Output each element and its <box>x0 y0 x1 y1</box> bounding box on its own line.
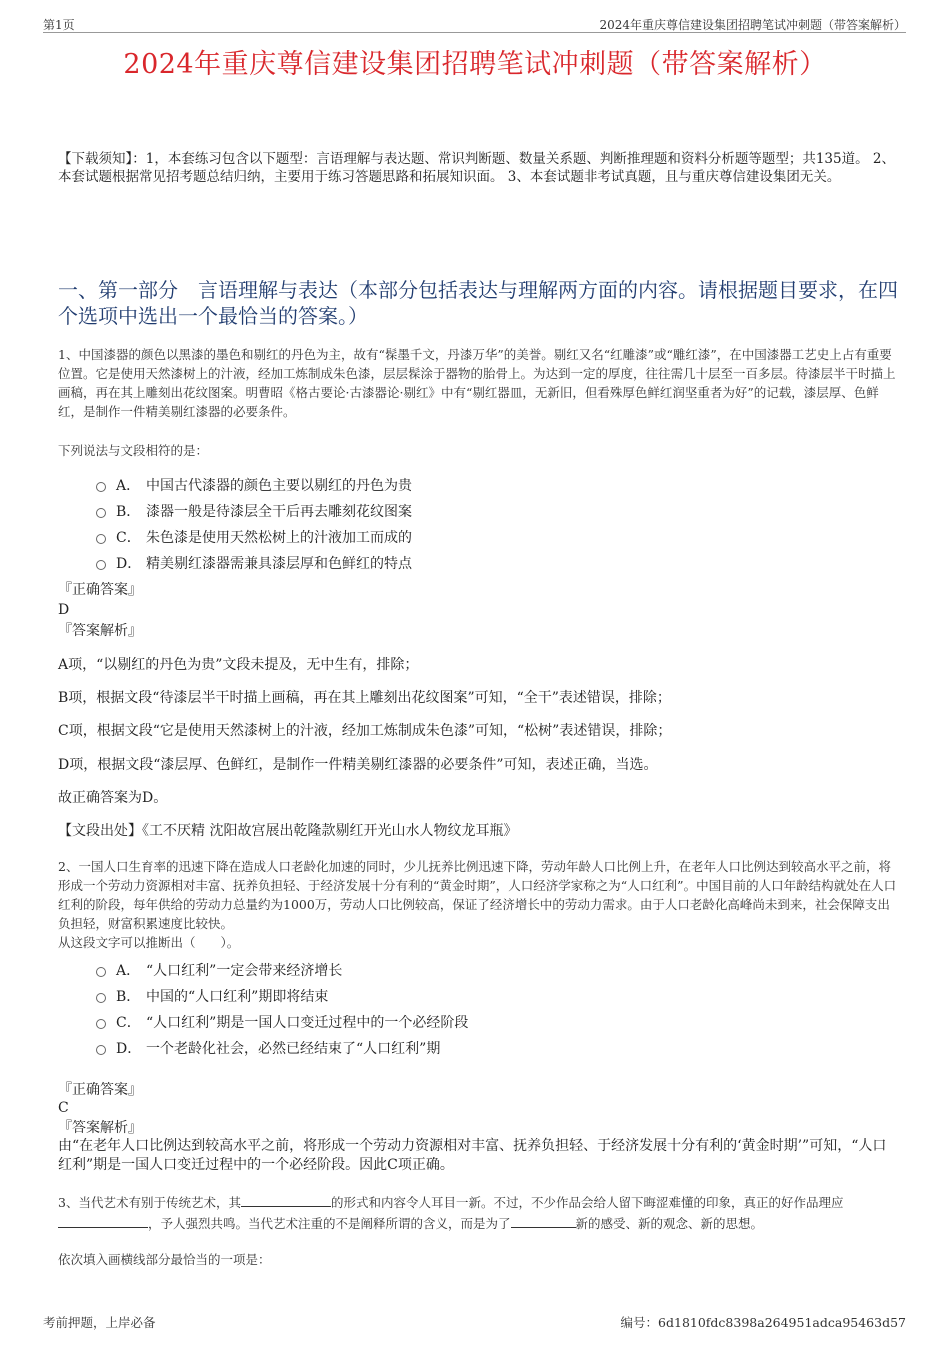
fill-blank-2[interactable] <box>58 1213 148 1228</box>
q1-analysis-d: D项，根据文段“漆层厚、色鲜红，是制作一件精美剔红漆器的必要条件”可知，表述正确，当选。 <box>58 757 658 773</box>
q2-analysis: 由“在老年人口比例达到较高水平之前，将形成一个劳动力资源相对丰富、抚养负担轻、于经济发展十分有利的‘黄金时期’”可知，“人口红利”期是一国人口变迁过程中的一个必经阶段。因此C项正确。 <box>58 1138 887 1173</box>
question-2-options <box>96 958 796 1062</box>
q2-option-d[interactable]: D． 一个老龄化社会，必然已经结束了“人口红利”期 <box>96 1036 796 1062</box>
fill-blank-3[interactable] <box>511 1213 576 1228</box>
page-header <box>43 14 906 33</box>
question-1-text: 1、中国漆器的颜色以黑漆的墨色和剔红的丹色为主，故有“髹墨千文，丹漆万华”的美誉。剔红又名“红雕漆”或“雕红漆”，在中国漆器工艺史上占有重要位置。它是使用天然漆树上的汁液，经加工炼制成朱色漆，层层髹涂于器物的胎骨上。为达到一定的厚度，往往需几十层至一百多层。待漆层半干时描上画稿，再在其上雕刻出花纹图案。明曹昭《格古要论·古漆器论·剔红》中有“剔红器皿，无新旧，但看殊厚色鲜红润坚重者为好”的记载，漆层厚、色鲜红，是制作一件精美剔红漆器的必要条件。 <box>58 347 896 419</box>
radio-icon[interactable] <box>96 967 106 977</box>
footer-doc-id: 编号：6d1810fdc8398a264951adca95463d57 <box>620 1315 906 1330</box>
q1-option-c[interactable]: C． 朱色漆是使用天然松树上的汁液加工而成的 <box>96 525 796 551</box>
radio-icon[interactable] <box>96 482 106 492</box>
question-1-options <box>96 473 796 577</box>
q1-option-a[interactable]: A． 中国古代漆器的颜色主要以剔红的丹色为贵 <box>96 473 796 499</box>
radio-icon[interactable] <box>96 1019 106 1029</box>
question-3-text: 3、当代艺术有别于传统艺术，其 的形式和内容令人耳目一新。不过，不少作品会给人留下晦涩难懂的印象，真正的好作品理应，予人强烈共鸣。当代艺术注重的不是阐释所谓的含义，而是为了 新的感受、新的观念、新的思想。 <box>58 1192 900 1234</box>
q1-analysis-a: A项，“以剔红的丹色为贵”文段未提及，无中生有，排除； <box>58 657 419 673</box>
q1-answer-label: 『正确答案』 <box>58 582 142 598</box>
question-3-prompt: 依次填入画横线部分最恰当的一项是： <box>58 1252 271 1267</box>
header-doc-title: 2024年重庆尊信建设集团招聘笔试冲刺题（带答案解析） <box>599 18 906 32</box>
download-notice: 【下载须知】：1，本套练习包含以下题型：言语理解与表达题、常识判断题、数量关系题、判断推理题和资料分析题等题型；共135道。 2、本套试题根据常见招考题总结归纳，主要用于练习答题思路和拓展知识面。 3、本套试题非考试真题，且与重庆尊信建设集团无关。 <box>58 151 895 185</box>
radio-icon[interactable] <box>96 508 106 518</box>
q1-analysis-b: B项，根据文段“待漆层半干时描上画稿，再在其上雕刻出花纹图案”可知，“全干”表述错误，排除； <box>58 690 671 706</box>
q2-option-c[interactable]: C． “人口红利”期是一国人口变迁过程中的一个必经阶段 <box>96 1010 796 1036</box>
q1-option-d[interactable]: D． 精美剔红漆器需兼具漆层厚和色鲜红的特点 <box>96 551 796 577</box>
radio-icon[interactable] <box>96 1045 106 1055</box>
page-number: 第1页 <box>43 18 75 32</box>
document-title: 2024年重庆尊信建设集团招聘笔试冲刺题（带答案解析） <box>123 49 827 80</box>
radio-icon[interactable] <box>96 993 106 1003</box>
question-1-prompt: 下列说法与文段相符的是： <box>58 443 209 458</box>
radio-icon[interactable] <box>96 534 106 544</box>
q1-analysis-c: C项，根据文段“它是使用天然漆树上的汁液，经加工炼制成朱色漆”可知，“松树”表述错误，排除； <box>58 723 672 739</box>
q1-conclusion: 故正确答案为D。 <box>58 790 168 806</box>
q1-analysis-label: 『答案解析』 <box>58 623 142 639</box>
q1-source: 【文段出处】《工不厌精 沈阳故宫展出乾隆款剔红开光山水人物纹龙耳瓶》 <box>58 823 518 839</box>
question-2-text: 2、一国人口生育率的迅速下降在造成人口老龄化加速的同时，少儿抚养比例迅速下降，劳动年龄人口比例上升，在老年人口比例达到较高水平之前，将形成一个劳动力资源相对丰富、抚养负担轻、于经济发展十分有利的“黄金时期”，人口经济学家称之为“人口红利”。中国目前的人口年龄结构就处在人口红利的阶段，每年供给的劳动力总量约为1000万，劳动人口比例较高，保证了经济增长中的劳动力需求。由于人口老龄化高峰尚未到来，社会保障支出负担轻，财富积累速度比较快。 <box>58 859 897 931</box>
q2-answer: C <box>58 1100 69 1116</box>
q1-answer: D <box>58 602 70 618</box>
radio-icon[interactable] <box>96 560 106 570</box>
q1-option-b[interactable]: B． 漆器一般是待漆层全干后再去雕刻花纹图案 <box>96 499 796 525</box>
q2-analysis-label: 『答案解析』 <box>58 1120 142 1136</box>
section-title: 一、第一部分 言语理解与表达（本部分包括表达与理解两方面的内容。请根据题目要求，在四个选项中选出一个最恰当的答案。） <box>58 278 898 328</box>
q2-option-a[interactable]: A． “人口红利”一定会带来经济增长 <box>96 958 796 984</box>
q2-option-b[interactable]: B． 中国的“人口红利”期即将结束 <box>96 984 796 1010</box>
q2-answer-label: 『正确答案』 <box>58 1082 142 1098</box>
question-2-prompt: 从这段文字可以推断出（ ）。 <box>58 935 240 950</box>
footer-slogan: 考前押题，上岸必备 <box>43 1315 156 1330</box>
fill-blank-1[interactable] <box>241 1192 331 1207</box>
